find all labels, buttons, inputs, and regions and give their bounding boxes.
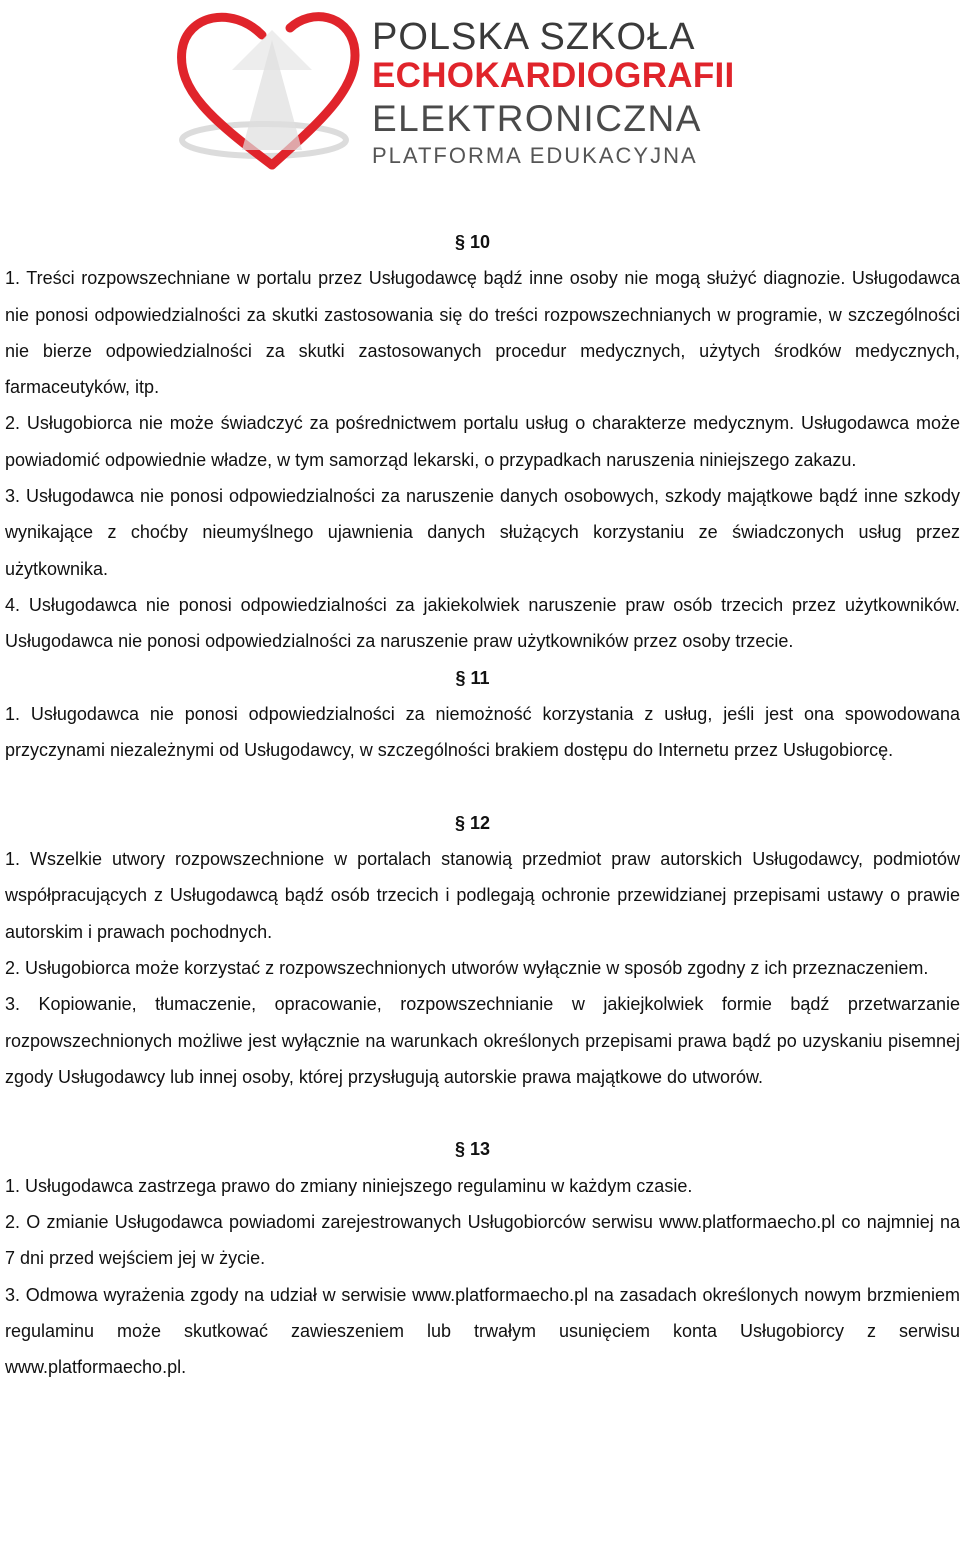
paragraph: 3. Usługodawca nie ponosi odpowiedzialności za naruszenie danych osobowych, szkody majątkowe bądź inne szkody wynikające z choćby nieumyślnego ujawnienia danych służących korzystaniu ze świadczonych usług przez użytkownika. [5,486,960,579]
logo [172,0,735,178]
paragraph: 1. Usługodawca zastrzega prawo do zmiany niniejszego regulaminu w każdym czasie. [5,1175,693,1196]
paragraph: 4. Usługodawca nie ponosi odpowiedzialności za jakiekolwiek naruszenie praw osób trzecich przez użytkowników. Usługodawca nie ponosi odpowiedzialności za naruszenie praw użytkowników przez osoby trzecie. [5,594,960,652]
logo-line-1: POLSKA SZKOŁA [372,16,696,58]
paragraph: 2. Usługobiorca nie może świadczyć za pośrednictwem portalu usług o charakterze medycznym. Usługodawca może powiadomić odpowiednie władze, w tym samorząd lekarski, o przypadkach naruszenia niniejszego zakazu. [5,413,960,470]
logo-line-4: PLATFORMA EDUKACYJNA [372,143,698,168]
section-heading: § 13 [454,1139,491,1160]
logo-line-2: ECHOKARDIOGRAFII [372,56,735,95]
paragraph: 2. Usługobiorca może korzystać z rozpowszechnionych utworów wyłącznie w sposób zgodny z ich przeznaczeniem. [5,957,929,978]
section-heading: § 12 [454,812,491,833]
paragraph: 1. Wszelkie utwory rozpowszechnione w portalach stanowią przedmiot praw autorskich Usługodawcy, podmiotów współpracujących z Usługodawcą bądź osób trzecich i podlegają ochronie przewidzianej przepisami ustawy o prawie autorskim i prawach pochodnych. [5,849,960,942]
paragraph: 2. O zmianie Usługodawca powiadomi zarejestrowanych Usługobiorców serwisu www.platformaecho.pl co najmniej na 7 dni przed wejściem jej w życie. [5,1212,960,1269]
paragraph: 3. Kopiowanie, tłumaczenie, opracowanie, rozpowszechnianie w jakiejkolwiek formie bądź przetwarzanie rozpowszechnionych możliwe jest wyłącznie na warunkach określonych przepisami prawa bądź po uzyskaniu pisemnej zgody Usługodawcy lub innej osoby, której przysługują autorskie prawa majątkowe do utworów. [5,994,960,1087]
section-heading: § 10 [454,232,491,252]
logo-line-3: ELEKTRONICZNA [372,98,702,139]
paragraph: 3. Odmowa wyrażenia zgody na udział w serwisie www.platformaecho.pl na zasadach określonych nowym brzmieniem regulaminu może skutkować zawieszeniem lub trwałym usunięciem konta Usługobiorcy z serwisu www.platformaecho.pl. [5,1284,960,1378]
paragraph: 1. Usługodawca nie ponosi odpowiedzialności za niemożność korzystania z usług, jeśli jest ona spowodowana przyczynami niezależnymi od Usługodawcy, w szczególności brakiem dostępu do Internetu przez Usługobiorcę. [5,703,960,761]
section-heading: § 11 [455,667,490,688]
paragraph: 1. Treści rozpowszechniane w portalu przez Usługodawcę bądź inne osoby nie mogą służyć diagnozie. Usługodawca nie ponosi odpowiedzialności za skutki zastosowania się do treści rozpowszechnianych w programie, w szczególności nie bierze odpowiedzialności za skutki zastosowanych procedur medycznych, użytych środków medycznych, farmaceutyków, itp. [5,268,960,398]
heart-logo-icon [172,0,372,178]
document-body [5,224,960,1386]
